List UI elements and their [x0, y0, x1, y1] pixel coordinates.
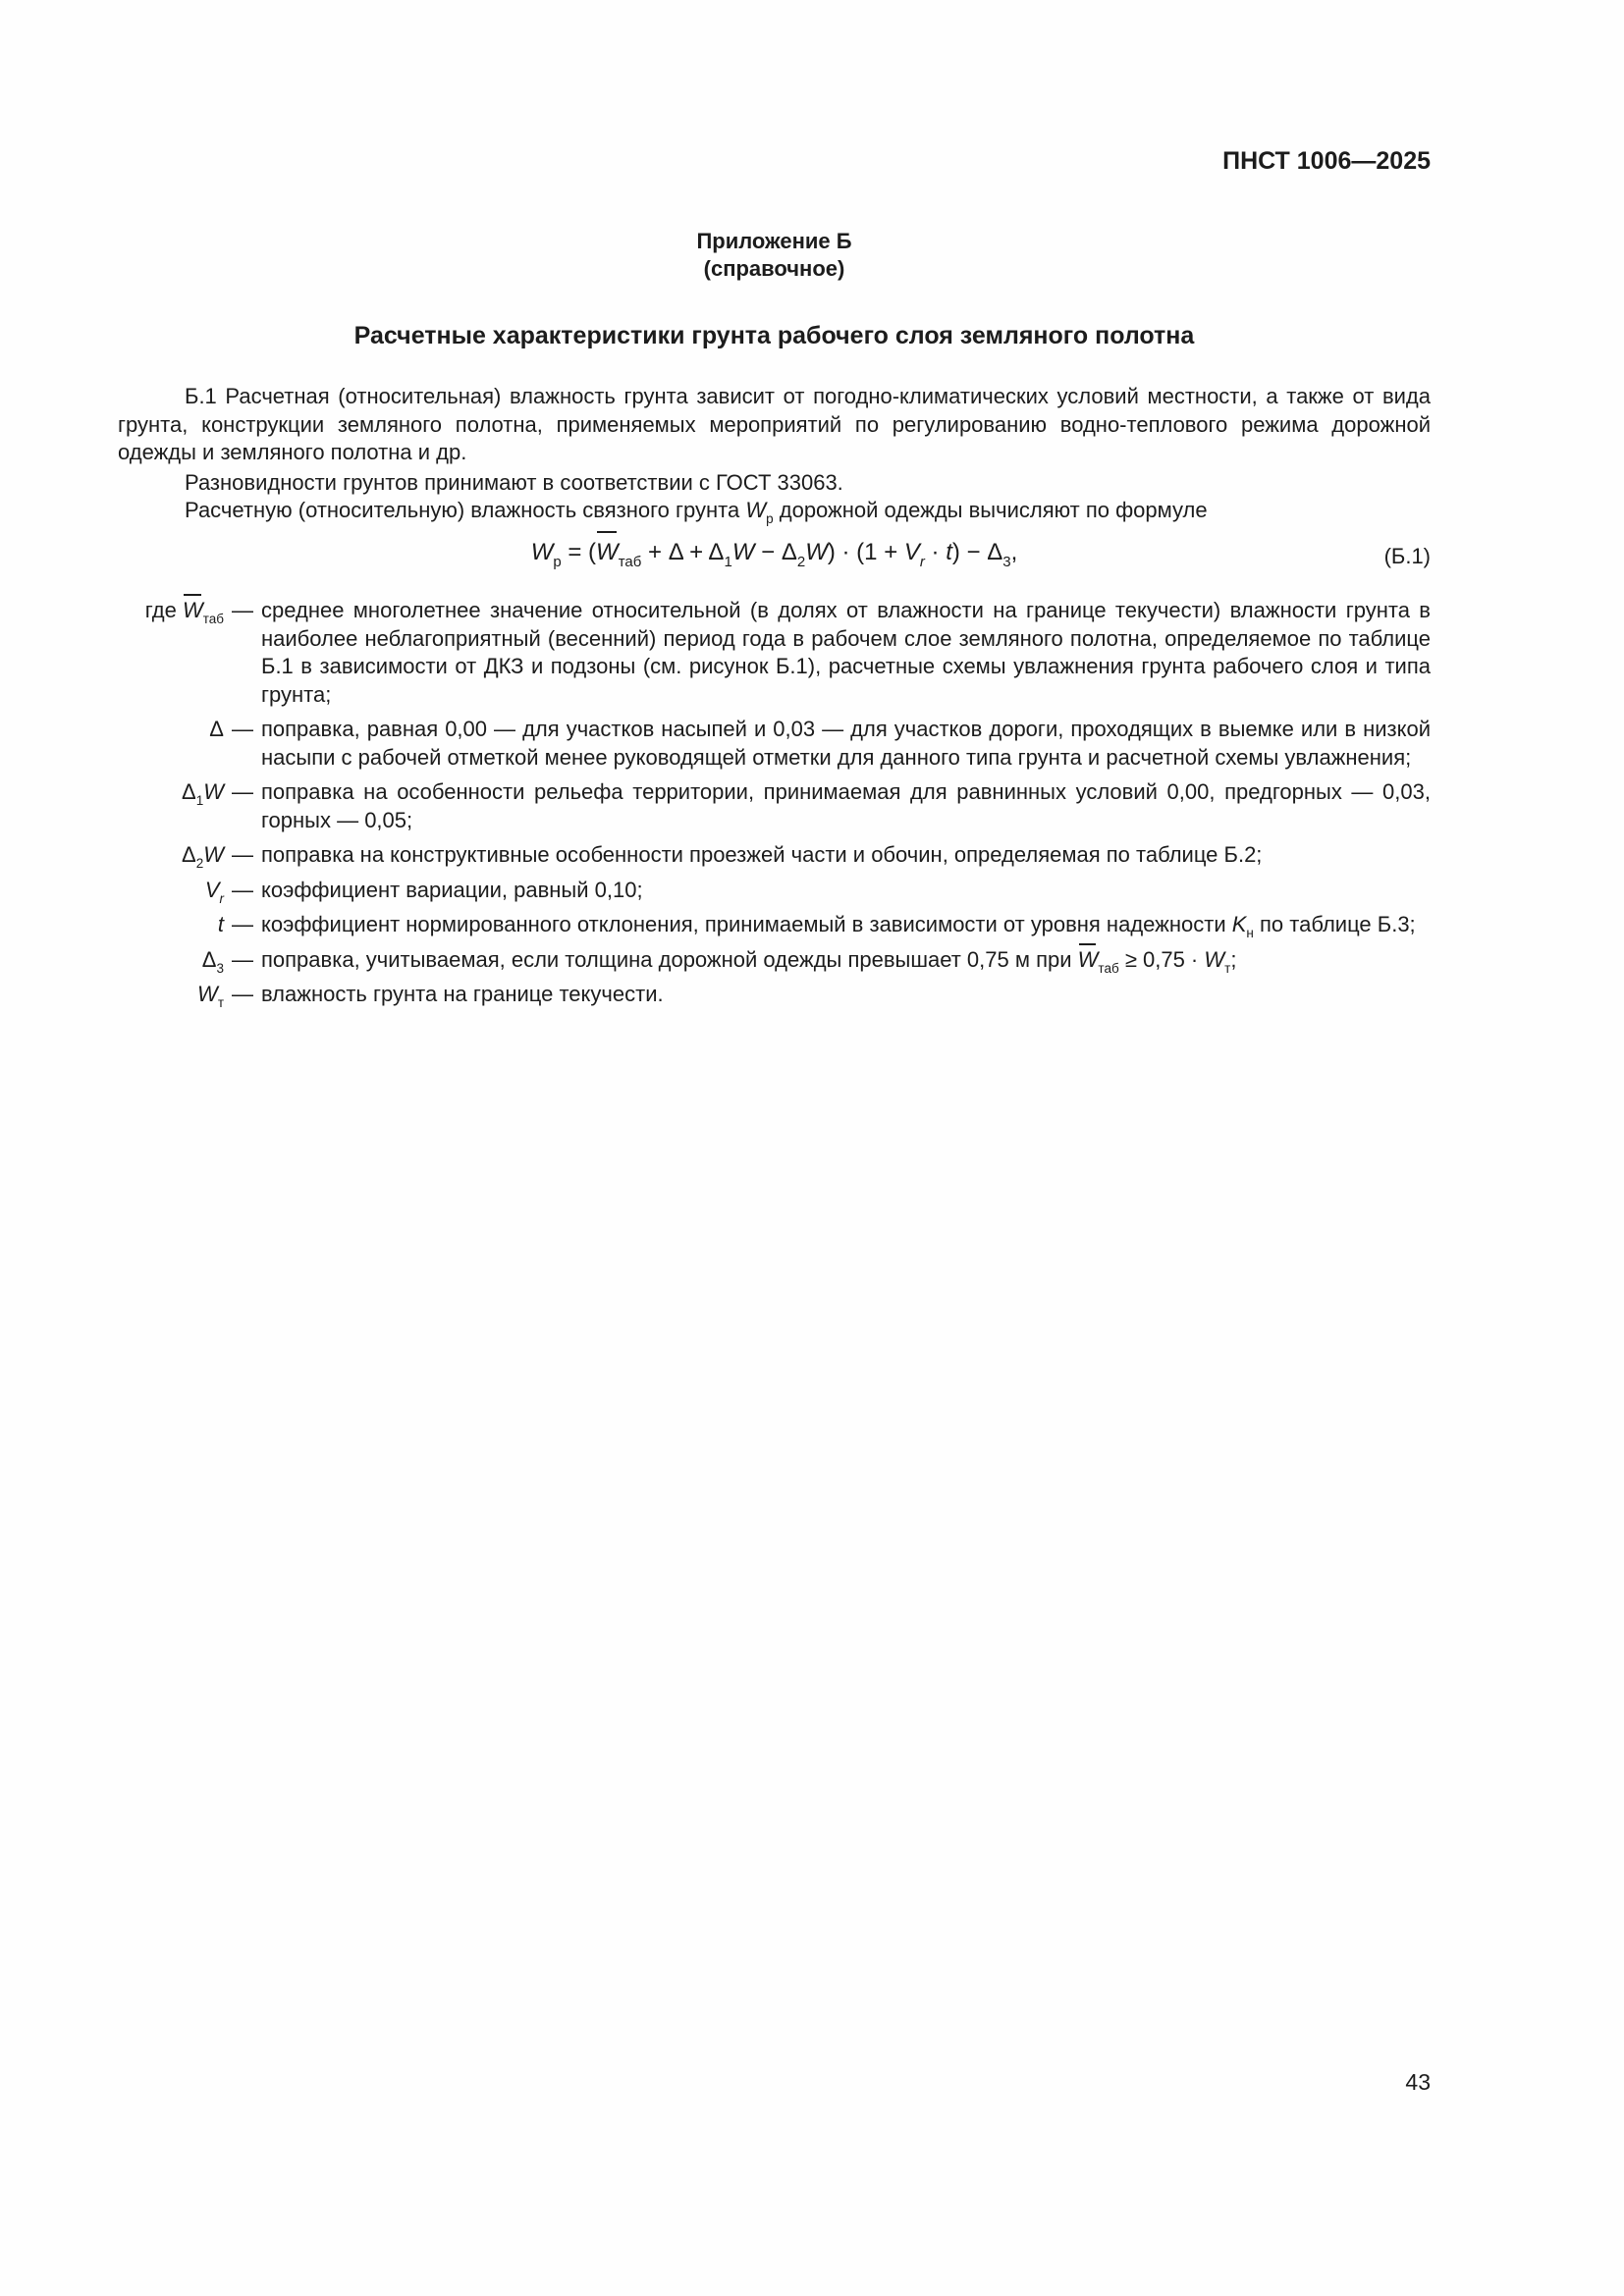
definition-term [118, 946, 224, 975]
cdot: · [924, 539, 947, 565]
overline-wtab [596, 535, 619, 570]
var-t: t [946, 539, 952, 565]
definition-dash: — [232, 842, 253, 867]
formula-b1 [118, 535, 1431, 570]
formula-row [118, 535, 1431, 570]
var-v: V [204, 877, 220, 902]
var-wt-subscript: т [217, 995, 224, 1010]
paragraph-b1: Б.1 Расчетная (относительная) влажность грунта зависит от погодно-климатических условий местности, а также от вида грунта, конструкции земляного полотна, применяемых мероприятий по регулированию водно-теплового режима дорожной одежды и земляного полотна и др. [118, 384, 1431, 464]
var-wtab: W [182, 598, 203, 622]
definition-row-wt [118, 981, 1431, 1009]
standard-number: ПНСТ 1006—2025 [1222, 147, 1431, 175]
plus-delta-terms: + Δ + Δ [641, 539, 725, 565]
equals-open-paren: = ( [561, 539, 597, 565]
formula-number: (Б.1) [1383, 544, 1431, 568]
definition-row-wtab [118, 597, 1431, 709]
appendix-label: Приложение Б [696, 229, 852, 253]
delta3-subscript: 3 [1002, 554, 1011, 570]
definition-text [261, 946, 1431, 975]
var-wt: W [1204, 946, 1225, 972]
definition-row-delta2w [118, 841, 1431, 870]
definition-row-delta [118, 716, 1431, 772]
var-w1: W [731, 539, 755, 565]
definition-dash: — [232, 946, 253, 972]
definition-text-post: по таблице Б.3; [1253, 912, 1416, 936]
var-wp-subscript: р [553, 554, 562, 570]
appendix-kind: (справочное) [703, 256, 845, 281]
definition-dash: — [232, 982, 253, 1006]
var-v: V [903, 539, 920, 565]
definition-term [118, 778, 224, 834]
definition-dash: — [232, 598, 253, 622]
var-delta1: Δ [182, 779, 196, 804]
var-w: W [203, 842, 224, 867]
var-wtab-subscript: таб [618, 554, 642, 570]
page-title: Расчетные характеристики грунта рабочего слоя земляного полотна [353, 322, 1195, 349]
var-delta2: Δ [182, 842, 196, 867]
var-w: W [203, 779, 224, 804]
delta2-subscript: 2 [796, 554, 806, 570]
page-number: 43 [1405, 2069, 1431, 2095]
definition-row-delta1w [118, 778, 1431, 834]
delta3-subscript: 3 [216, 960, 224, 976]
var-wtab-subscript: таб [202, 612, 224, 626]
definition-term [118, 716, 224, 772]
var-k: K [1231, 912, 1247, 936]
var-delta: Δ [209, 717, 224, 741]
var-w: W [745, 498, 767, 522]
definition-text: поправка на конструктивные особенности проезжей части и обочин, определяемая по таблице Б.2; [261, 842, 1263, 867]
definition-dash: — [232, 912, 253, 936]
definition-text-end: ; [1230, 946, 1237, 972]
var-v-subscript: r [919, 554, 925, 570]
overline-wtab [183, 597, 203, 625]
delta2-subscript: 2 [195, 856, 204, 871]
var-t: t [217, 912, 224, 936]
delta1-subscript: 1 [724, 554, 732, 570]
var-wtab: W [1077, 946, 1099, 972]
var-wtab-subscript: таб [1098, 960, 1119, 976]
var-k-subscript: н [1246, 926, 1254, 940]
intro-text-post: дорожной одежды вычисляют по формуле [773, 498, 1208, 522]
definition-text-pre: коэффициент нормированного отклонения, принимаемый в зависимости от уровня надежности [261, 912, 1232, 936]
var-delta3: Δ [201, 946, 217, 972]
greater-equal-expr: ≥ 0,75 · [1118, 946, 1205, 972]
definition-row-vr [118, 877, 1431, 905]
var-wt: W [197, 982, 218, 1006]
var-w-subscript: р [766, 511, 774, 526]
definition-row-delta3 [118, 946, 1431, 975]
overline-wtab [1078, 946, 1099, 975]
definition-text: поправка на особенности рельефа территории, принимаемая для равнинных условий 0,00, предгорных — 0,03, горных — 0,05; [261, 779, 1431, 832]
where-label: где [144, 598, 183, 622]
definition-row-t [118, 911, 1431, 939]
var-wtab: W [596, 539, 619, 565]
minus-delta: − Δ [754, 539, 797, 565]
definition-dash: — [232, 717, 253, 741]
definition-text: влажность грунта на границе текучести. [261, 982, 664, 1006]
intro-text-pre: Расчетную (относительную) влажность связного грунта [185, 498, 746, 522]
definitions-list [118, 597, 1431, 1016]
definition-dash: — [232, 779, 253, 804]
var-w2: W [805, 539, 828, 565]
close-minus-delta: ) − Δ [951, 539, 1003, 565]
definition-term [118, 597, 224, 709]
definition-text: поправка, равная 0,00 — для участков насыпей и 0,03 — для участков дороги, проходящих в выемке или в низкой насыпи с рабочей отметкой менее руководящей отметки для данного типа грунта и расчетной схемы увлажнения; [261, 717, 1431, 770]
definition-term [118, 877, 224, 905]
definition-term [118, 841, 224, 870]
definition-term [118, 981, 224, 1009]
var-wp: W [530, 539, 554, 565]
var-wt-subscript: т [1224, 960, 1231, 976]
formula-comma: , [1010, 539, 1018, 565]
definition-text [261, 911, 1431, 939]
multiply-open: ) · (1 + [827, 539, 904, 565]
definition-text: коэффициент вариации, равный 0,10; [261, 877, 643, 902]
delta1-subscript: 1 [195, 793, 204, 808]
definition-text: среднее многолетнее значение относительной (в долях от влажности на границе текучести) влажности грунта в наиболее неблагоприятный (весенний) период года в рабочем слое земляного полотна, определяемое по таблице Б.1 в зависимости от ДКЗ и подзоны (см. рисунок Б.1), расчетные схемы увлажнения грунта рабочего слоя и типа грунта; [261, 598, 1431, 707]
definition-dash: — [232, 877, 253, 902]
var-v-subscript: r [219, 890, 224, 906]
paragraph-soil-types: Разновидности грунтов принимают в соответствии с ГОСТ 33063. [185, 470, 843, 495]
paragraph-formula-intro [118, 497, 1431, 525]
definition-term [118, 911, 224, 939]
definition-text-pre: поправка, учитываемая, если толщина дорожной одежды превышает 0,75 м при [261, 946, 1078, 972]
